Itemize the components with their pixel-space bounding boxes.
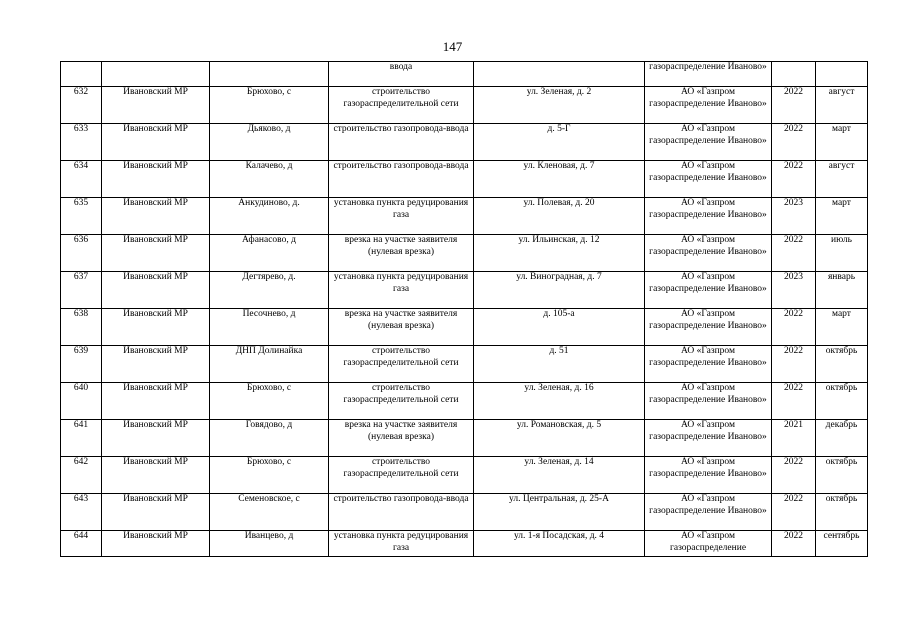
address-cell: ул. 1-я Посадская, д. 4 [474, 531, 645, 557]
year-cell: 2022 [772, 124, 816, 161]
settlement-cell: ДНП Долинайка [210, 346, 329, 383]
settlement-cell: Песочнево, д [210, 309, 329, 346]
num-cell: 639 [61, 346, 102, 383]
organization-cell: газораспределение Иваново» [645, 62, 772, 87]
work-cell: врезка на участке заявителя (нулевая врезка) [329, 235, 474, 272]
address-cell: ул. Ильинская, д. 12 [474, 235, 645, 272]
settlement-cell: Дьяково, д [210, 124, 329, 161]
year-cell: 2022 [772, 457, 816, 494]
year-cell: 2021 [772, 420, 816, 457]
month-cell: июль [816, 235, 868, 272]
work-cell: строительство газопровода-ввода [329, 124, 474, 161]
organization-cell: АО «Газпром газораспределение Иваново» [645, 457, 772, 494]
table-row [61, 346, 868, 383]
settlement-cell: Брюхово, с [210, 457, 329, 494]
address-cell: ул. Зеленая, д. 14 [474, 457, 645, 494]
table-row [61, 198, 868, 235]
address-cell: ул. Романовская, д. 5 [474, 420, 645, 457]
month-cell: октябрь [816, 346, 868, 383]
district-cell: Ивановский МР [102, 198, 210, 235]
year-cell: 2022 [772, 346, 816, 383]
address-cell: ул. Зеленая, д. 16 [474, 383, 645, 420]
month-cell: август [816, 87, 868, 124]
num-cell: 633 [61, 124, 102, 161]
work-cell: строительство газопровода-ввода [329, 494, 474, 531]
district-cell [102, 62, 210, 87]
work-cell: строительство газораспределительной сети [329, 457, 474, 494]
district-cell: Ивановский МР [102, 383, 210, 420]
year-cell [772, 62, 816, 87]
district-cell: Ивановский МР [102, 346, 210, 383]
organization-cell: АО «Газпром газораспределение Иваново» [645, 383, 772, 420]
num-cell: 638 [61, 309, 102, 346]
district-cell: Ивановский МР [102, 272, 210, 309]
organization-cell: АО «Газпром газораспределение Иваново» [645, 87, 772, 124]
continuation-row [61, 62, 868, 87]
num-cell: 644 [61, 531, 102, 557]
organization-cell: АО «Газпром газораспределение Иваново» [645, 420, 772, 457]
district-cell: Ивановский МР [102, 531, 210, 557]
district-cell: Ивановский МР [102, 235, 210, 272]
table-row [61, 272, 868, 309]
work-cell: врезка на участке заявителя (нулевая врезка) [329, 309, 474, 346]
table-row [61, 87, 868, 124]
organization-cell: АО «Газпром газораспределение Иваново» [645, 346, 772, 383]
address-cell: ул. Зеленая, д. 2 [474, 87, 645, 124]
settlement-cell [210, 62, 329, 87]
year-cell: 2022 [772, 235, 816, 272]
num-cell: 635 [61, 198, 102, 235]
settlement-cell: Говядово, д [210, 420, 329, 457]
table-row [61, 420, 868, 457]
address-cell: д. 51 [474, 346, 645, 383]
table-body [61, 62, 868, 557]
settlement-cell: Брюхово, с [210, 87, 329, 124]
month-cell: октябрь [816, 383, 868, 420]
settlement-cell: Брюхово, с [210, 383, 329, 420]
num-cell: 641 [61, 420, 102, 457]
organization-cell: АО «Газпром газораспределение Иваново» [645, 235, 772, 272]
work-cell: установка пункта редуцирования газа [329, 272, 474, 309]
month-cell: сентябрь [816, 531, 868, 557]
table-row [61, 494, 868, 531]
month-cell: октябрь [816, 457, 868, 494]
table-row [61, 235, 868, 272]
year-cell: 2023 [772, 272, 816, 309]
table-row [61, 383, 868, 420]
table-row [61, 124, 868, 161]
address-cell: ул. Кленовая, д. 7 [474, 161, 645, 198]
settlement-cell: Афанасово, д [210, 235, 329, 272]
month-cell: март [816, 198, 868, 235]
table-row [61, 161, 868, 198]
table-row [61, 309, 868, 346]
year-cell: 2022 [772, 494, 816, 531]
district-cell: Ивановский МР [102, 87, 210, 124]
month-cell: март [816, 124, 868, 161]
page-number: 147 [442, 39, 463, 54]
num-cell: 636 [61, 235, 102, 272]
district-cell: Ивановский МР [102, 420, 210, 457]
district-cell: Ивановский МР [102, 457, 210, 494]
year-cell: 2022 [772, 383, 816, 420]
gasification-table [60, 61, 868, 557]
month-cell: декабрь [816, 420, 868, 457]
work-cell: ввода [329, 62, 474, 87]
district-cell: Ивановский МР [102, 161, 210, 198]
table-row [61, 531, 868, 557]
month-cell: август [816, 161, 868, 198]
settlement-cell: Калачево, д [210, 161, 329, 198]
district-cell: Ивановский МР [102, 124, 210, 161]
work-cell: строительство газораспределительной сети [329, 87, 474, 124]
settlement-cell: Анкудиново, д. [210, 198, 329, 235]
year-cell: 2023 [772, 198, 816, 235]
settlement-cell: Дегтярево, д. [210, 272, 329, 309]
num-cell [61, 62, 102, 87]
address-cell: ул. Центральная, д. 25-А [474, 494, 645, 531]
organization-cell: АО «Газпром газораспределение [645, 531, 772, 557]
year-cell: 2022 [772, 309, 816, 346]
num-cell: 634 [61, 161, 102, 198]
year-cell: 2022 [772, 87, 816, 124]
district-cell: Ивановский МР [102, 494, 210, 531]
num-cell: 637 [61, 272, 102, 309]
work-cell: строительство газопровода-ввода [329, 161, 474, 198]
num-cell: 643 [61, 494, 102, 531]
address-cell: д. 5-Г [474, 124, 645, 161]
address-cell [474, 62, 645, 87]
month-cell: октябрь [816, 494, 868, 531]
work-cell: врезка на участке заявителя (нулевая врезка) [329, 420, 474, 457]
work-cell: строительство газораспределительной сети [329, 346, 474, 383]
district-cell: Ивановский МР [102, 309, 210, 346]
organization-cell: АО «Газпром газораспределение Иваново» [645, 494, 772, 531]
work-cell: строительство газораспределительной сети [329, 383, 474, 420]
num-cell: 640 [61, 383, 102, 420]
organization-cell: АО «Газпром газораспределение Иваново» [645, 161, 772, 198]
month-cell: март [816, 309, 868, 346]
organization-cell: АО «Газпром газораспределение Иваново» [645, 309, 772, 346]
settlement-cell: Семеновское, с [210, 494, 329, 531]
address-cell: ул. Полевая, д. 20 [474, 198, 645, 235]
work-cell: установка пункта редуцирования газа [329, 198, 474, 235]
month-cell [816, 62, 868, 87]
address-cell: д. 105-а [474, 309, 645, 346]
num-cell: 642 [61, 457, 102, 494]
table-row [61, 457, 868, 494]
organization-cell: АО «Газпром газораспределение Иваново» [645, 272, 772, 309]
year-cell: 2022 [772, 531, 816, 557]
settlement-cell: Иванцево, д [210, 531, 329, 557]
organization-cell: АО «Газпром газораспределение Иваново» [645, 124, 772, 161]
organization-cell: АО «Газпром газораспределение Иваново» [645, 198, 772, 235]
work-cell: установка пункта редуцирования газа [329, 531, 474, 557]
year-cell: 2022 [772, 161, 816, 198]
num-cell: 632 [61, 87, 102, 124]
month-cell: январь [816, 272, 868, 309]
address-cell: ул. Виноградная, д. 7 [474, 272, 645, 309]
